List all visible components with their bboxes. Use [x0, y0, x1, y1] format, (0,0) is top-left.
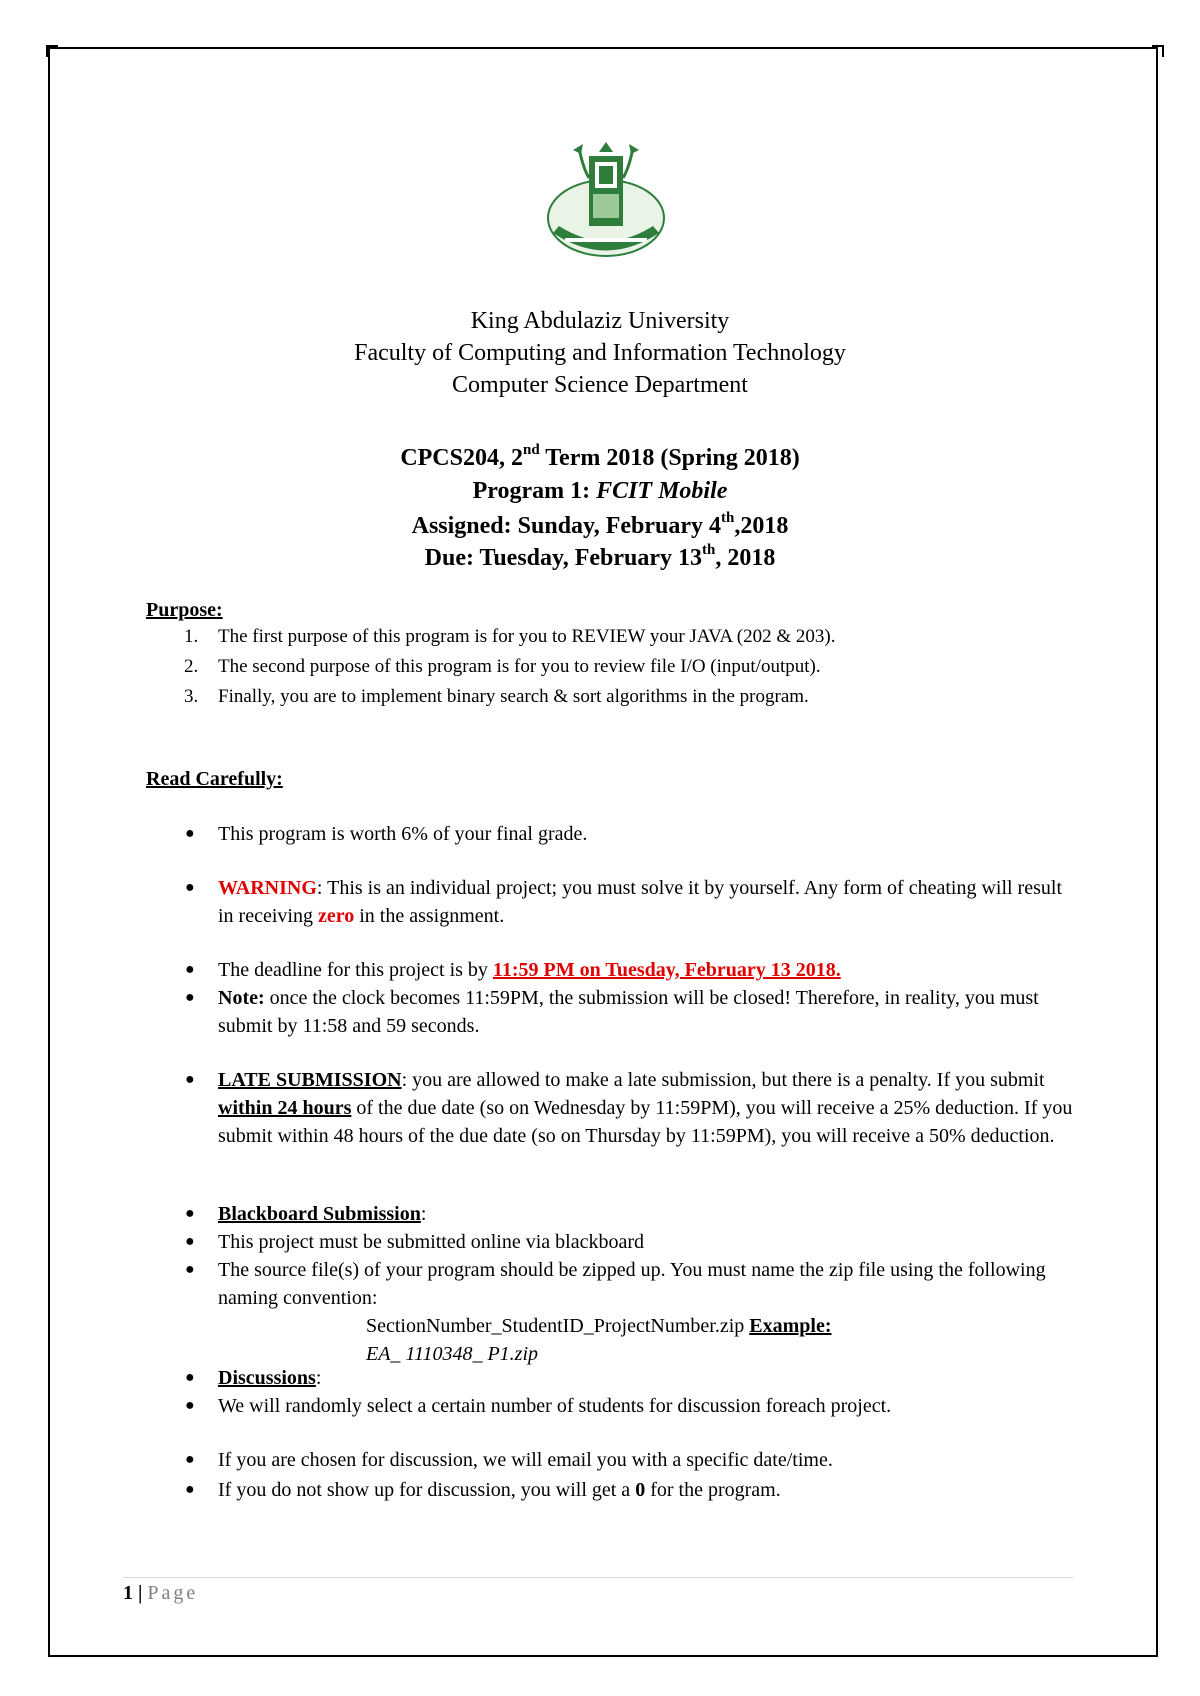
bullet-zip: ● The source file(s) of your program should be zipped up. You must name the zip file using the following naming convention: SectionNumber_StudentID_ProjectNumber.zip Example: EA_ 1110348_ P1.zip: [218, 1256, 1078, 1368]
naming-convention: SectionNumber_StudentID_ProjectNumber.zip Example:: [366, 1315, 832, 1337]
bullet-icon: ●: [185, 1481, 195, 1498]
bullet-icon: ●: [185, 1451, 195, 1468]
bullet-icon: ●: [185, 1205, 195, 1222]
page-footer: 1 | Page: [123, 1582, 199, 1604]
bullet-icon: ●: [185, 1233, 195, 1250]
deadline-value: 11:59 PM on Tuesday, February 13 2018.: [492, 959, 841, 981]
due-date: Due: Tuesday, February 13th, 2018: [424, 542, 776, 571]
page-number: 1: [123, 1582, 133, 1604]
footer-divider: [123, 1577, 1073, 1578]
course-title: CPCS204, 2nd Term 2018 (Spring 2018): [400, 442, 800, 471]
bullet-grade-worth: ● This program is worth 6% of your final grade.: [218, 820, 1078, 848]
page-label: Page: [147, 1582, 199, 1604]
bullet-discussion-absence: ● If you do not show up for discussion, you will get a 0 for the program.: [218, 1476, 1078, 1504]
zero-label: zero: [317, 905, 355, 927]
purpose-item: 2. The second purpose of this program is for you to review file I/O (input/output).: [184, 656, 821, 677]
purpose-item: 3. Finally, you are to implement binary search & sort algorithms in the program.: [184, 686, 809, 707]
bullet-icon: ●: [185, 1071, 195, 1088]
university-logo: [543, 138, 669, 264]
bullet-note: ● Note: once the clock becomes 11:59PM, the submission will be closed! Therefore, in reality, you must submit by 11:58 and 59 seconds.: [218, 984, 1078, 1040]
bullet-deadline: ● The deadline for this project is by 11:59 PM on Tuesday, February 13 2018.: [218, 956, 1078, 984]
assigned-date: Assigned: Sunday, February 4th,2018: [411, 510, 789, 539]
bullet-discussions: ● Discussions:: [218, 1364, 1078, 1392]
corner-mark-top-left: [46, 45, 58, 57]
bullet-late-submission: ● LATE SUBMISSION: you are allowed to make a late submission, but there is a penalty. If you submit within 24 hours of the due date (so on Wednesday by 11:59PM), you will receive a 25% deduction. If you submit within 48 hours of the due date (so on Thursday by 11:59PM), you will receive a 50% deduction.: [218, 1066, 1078, 1150]
bullet-icon: ●: [185, 961, 195, 978]
bullet-icon: ●: [185, 989, 195, 1006]
purpose-heading: Purpose:: [146, 599, 223, 621]
bullet-blackboard: ● Blackboard Submission:: [218, 1200, 1078, 1228]
purpose-item: 1. The first purpose of this program is for you to REVIEW your JAVA (202 & 203).: [184, 626, 836, 647]
corner-mark-top-right: [1152, 45, 1164, 57]
bullet-discussion-email: ● If you are chosen for discussion, we will email you with a specific date/time.: [218, 1446, 1078, 1474]
bullet-icon: ●: [185, 825, 195, 842]
bullet-icon: ●: [185, 1397, 195, 1414]
read-carefully-heading: Read Carefully:: [146, 768, 283, 790]
bullet-icon: ●: [185, 1369, 195, 1386]
program-title: Program 1: FCIT Mobile: [472, 478, 728, 504]
bullet-discussion-select: ● We will randomly select a certain number of students for discussion foreach project.: [218, 1392, 1078, 1420]
bullet-warning: ● WARNING: This is an individual project; you must solve it by yourself. Any form of cheating will result in receiving zero in the assignment.: [218, 874, 1078, 930]
naming-example: EA_ 1110348_ P1.zip: [366, 1343, 539, 1365]
university-name: King Abdulaziz University: [470, 308, 730, 334]
program-name: FCIT Mobile: [596, 478, 728, 504]
faculty-name: Faculty of Computing and Information Technology: [354, 340, 846, 366]
bullet-icon: ●: [185, 1261, 195, 1278]
department-name: Computer Science Department: [452, 372, 748, 398]
bullet-icon: ●: [185, 879, 195, 896]
bullet-online: ● This project must be submitted online via blackboard: [218, 1228, 1078, 1256]
warning-label: WARNING: [218, 877, 317, 899]
